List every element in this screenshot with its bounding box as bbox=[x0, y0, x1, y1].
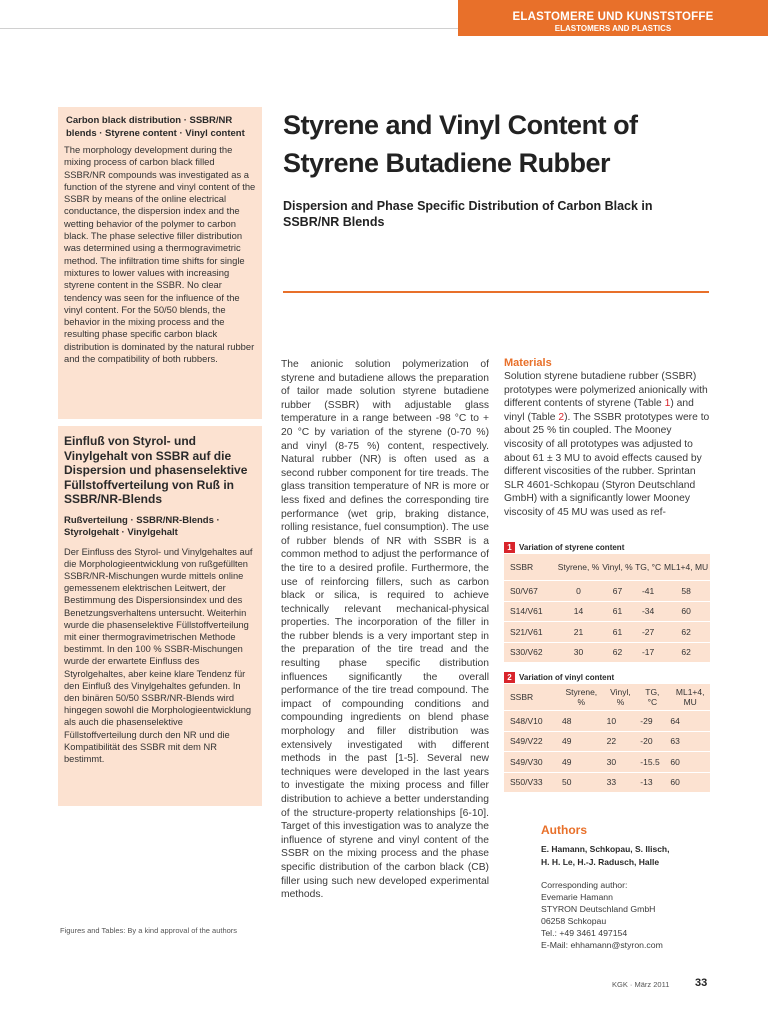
corr-tel: Tel.: +49 3461 497154 bbox=[541, 928, 628, 938]
materials-heading: Materials bbox=[504, 357, 552, 369]
table-cell: -20 bbox=[634, 731, 664, 752]
table-cell: 0 bbox=[556, 581, 601, 602]
table-cell: 50 bbox=[556, 772, 601, 793]
table-cell: S21/V61 bbox=[504, 622, 556, 643]
table-cell: 62 bbox=[662, 642, 710, 663]
corr-name: Evemarie Hamann bbox=[541, 892, 613, 902]
table-row bbox=[504, 772, 710, 793]
table-cell: 14 bbox=[556, 601, 601, 622]
materials-text-a: Solution styrene butadiene rubber (SSBR) prototypes were polymerized anionically with different contents of styrene (Table bbox=[504, 371, 708, 410]
table-row bbox=[504, 622, 710, 643]
table-cell: 60 bbox=[664, 752, 710, 773]
table-1-caption bbox=[504, 541, 710, 554]
table-1-grid bbox=[504, 554, 710, 663]
table-cell: 61 bbox=[601, 622, 634, 643]
table-ref-1[interactable]: 1 bbox=[664, 398, 671, 410]
abstract-german bbox=[58, 426, 262, 806]
table-cell: 21 bbox=[556, 622, 601, 643]
table-row bbox=[504, 581, 710, 602]
page-number: 33 bbox=[695, 977, 708, 989]
table-row bbox=[504, 642, 710, 663]
table-header-cell: ML1+4, MU bbox=[662, 554, 710, 581]
body-column-1 bbox=[281, 358, 489, 902]
table-1 bbox=[504, 541, 710, 663]
table-2-caption bbox=[504, 671, 710, 684]
table-1-number: 1 bbox=[504, 542, 515, 553]
abstract-english bbox=[58, 107, 262, 419]
table-cell: S30/V62 bbox=[504, 642, 556, 663]
title-rule bbox=[283, 291, 709, 293]
author-names-line-1: E. Hamann, Schkopau, S. Ilisch, bbox=[541, 844, 670, 854]
table-cell: 30 bbox=[556, 642, 601, 663]
section-title-de: ELASTOMERE UND KUNSTSTOFFE bbox=[512, 11, 714, 23]
table-cell: 60 bbox=[662, 601, 710, 622]
table-1-caption-text: Variation of styrene content bbox=[519, 543, 625, 552]
table-cell: -34 bbox=[634, 601, 662, 622]
table-row bbox=[504, 711, 710, 732]
body-column-2 bbox=[504, 356, 710, 520]
table-2-grid bbox=[504, 684, 710, 793]
table-cell: 49 bbox=[556, 752, 601, 773]
table-cell: 49 bbox=[556, 731, 601, 752]
table-cell: 61 bbox=[601, 601, 634, 622]
table-cell: -27 bbox=[634, 622, 662, 643]
table-cell: 10 bbox=[601, 711, 635, 732]
table-cell: 48 bbox=[556, 711, 601, 732]
table-cell: 62 bbox=[662, 622, 710, 643]
authors-box bbox=[541, 822, 716, 951]
body-paragraph: The anionic solution polymerization of styrene and butadiene allows the preparation of tailor made solution styrene butadiene rubber (SSBR) with adjustable glass temperature in a range between -98 °C to + 20 °C by variation of the styrene (0-70 %) and vinyl (8-75 %) content, respectively. Natural rubber (NR) is often used as a second rubber component for tire treads. The glass transition temperature of NR is more or less fixed and defines the corresponding tire performance (wet grip, braking distance, rolling resistance, fuel consumption). The use of rubber blends of NR with SSBR is a common method to adjust the performance of the tire to a desired profile. Furthermore, the use of reinforcing fillers, such as carbon black or silica, is required to achieve technically relevant mechanical-physical properties. The incorporation of the filler in the rubber blends is a very important step in the preparation of the tire tread and the resulting phase specific distribution influences significantly the overall performance of the tire tread compound. The impact of compounding conditions and compounding ingredients on blend phase morphology and filler distribution was extensively investigated with different methods in the past [1-5]. Several new techniques were developed in the last years to investigate the mixing process and filler distribution to achieve a better understanding of the structure-property relationships [6-10]. Target of this investigation was to analyze the influence of styrene and vinyl content of the SSBR on the mixing process and the phase specific distribution of the carbon black (CB) filler using such new developed experimental methods. bbox=[281, 359, 489, 901]
table-cell: 62 bbox=[601, 642, 634, 663]
table-cell: S50/V33 bbox=[504, 772, 556, 793]
abstract-de-keywords: Rußverteilung · SSBR/NR-Blends · Styrolgehalt · Vinylgehalt bbox=[64, 514, 220, 538]
table-cell: 64 bbox=[664, 711, 710, 732]
table-header-cell: TG, °C bbox=[634, 554, 662, 581]
table-header-row bbox=[504, 554, 710, 581]
table-header-cell: Vinyl, % bbox=[601, 684, 635, 711]
table-header-row bbox=[504, 684, 710, 711]
table-cell: S49/V30 bbox=[504, 752, 556, 773]
table-ref-2[interactable]: 2 bbox=[558, 411, 565, 423]
table-cell: 22 bbox=[601, 731, 635, 752]
section-header bbox=[458, 0, 768, 36]
table-2-caption-text: Variation of vinyl content bbox=[519, 673, 615, 682]
table-row bbox=[504, 752, 710, 773]
table-header-cell: TG, °C bbox=[634, 684, 664, 711]
table-2 bbox=[504, 671, 710, 793]
corr-city: 06258 Schkopau bbox=[541, 916, 607, 926]
corr-org: STYRON Deutschland GmbH bbox=[541, 904, 656, 914]
author-names bbox=[541, 843, 716, 868]
table-cell: -15.5 bbox=[634, 752, 664, 773]
table-header-cell: Styrene, % bbox=[556, 684, 601, 711]
table-row bbox=[504, 601, 710, 622]
table-2-number: 2 bbox=[504, 672, 515, 683]
table-cell: -17 bbox=[634, 642, 662, 663]
table-header-cell: SSBR bbox=[504, 554, 556, 581]
table-cell: S0/V67 bbox=[504, 581, 556, 602]
table-cell: S49/V22 bbox=[504, 731, 556, 752]
table-header-cell: ML1+4, MU bbox=[664, 684, 710, 711]
article-subtitle: Dispersion and Phase Specific Distribution of Carbon Black in SSBR/NR Blends bbox=[283, 199, 653, 229]
table-cell: -13 bbox=[634, 772, 664, 793]
authors-heading: Authors bbox=[541, 823, 587, 837]
table-cell: S48/V10 bbox=[504, 711, 556, 732]
header-rule bbox=[0, 28, 458, 29]
table-cell: 60 bbox=[664, 772, 710, 793]
table-cell: S14/V61 bbox=[504, 601, 556, 622]
corr-label: Corresponding author: bbox=[541, 880, 628, 890]
figures-note: Figures and Tables: By a kind approval of the authors bbox=[60, 926, 238, 935]
table-header-cell: Styrene, % bbox=[556, 554, 601, 581]
author-names-line-2: H. H. Le, H.-J. Radusch, Halle bbox=[541, 856, 660, 867]
materials-text-c: ). The SSBR prototypes were to about 25 % tin coupled. The Mooney viscosity of all prototypes was adjusted to about 61 ± 3 MU to avoid effects caused by different viscosities of the rubber. Sprintan SLR 4601-Schkopau (Styron Deutschland GmbH) with a significantly lower Mooney viscosity of 45 MU was used as ref- bbox=[504, 411, 710, 518]
abstract-de-title: Einfluß von Styrol- und Vinylgehalt von SSBR auf die Dispersion und phasenselektive Füllstoffverteilung von Ruß in SSBR/NR-Blends bbox=[64, 434, 248, 506]
table-cell: 30 bbox=[601, 752, 635, 773]
table-cell: 63 bbox=[664, 731, 710, 752]
table-cell: 33 bbox=[601, 772, 635, 793]
article-title: Styrene and Vinyl Content of Styrene Butadiene Rubber bbox=[283, 110, 638, 178]
corr-email[interactable]: E-Mail: ehhamann@styron.com bbox=[541, 940, 663, 950]
table-row bbox=[504, 731, 710, 752]
abstract-en-text: The morphology development during the mixing process of carbon black filled SSBR/NR compounds was investigated as a function of the styrene and vinyl content of the SSBR by means of the online electrical conductance, the dispersion index and the wetting behavior of the polymer to carbon black. The phase selective filler distribution was determined using a thermogravimetric method. The infiltration time shifts for single mixtures to lower values with increasing styrene content in the SSBR. No clear tendency was seen for the influence of the vinyl content. For the 50/50 blends, the behavior in the mixing process and the resulting phase specific carbon black distribution is dominated by the natural rubber and the compatibility of both rubbers. bbox=[64, 144, 256, 365]
table-cell: 67 bbox=[601, 581, 634, 602]
abstract-de-text: Der Einfluss des Styrol- und Vinylgehaltes auf die Morphologieentwicklung von rußgefüllten SSBR/NR-Mischungen wurde mittels online gemessenem elektrischen Leitwert, der Bestimmung des Dispersionsindex und des Benetzungsverhaltens untersucht. Weiterhin wurde die phasenselektive Füllstoffverteilung mit einer thermogravimetrischen Methode bestimmt. In den 100 % SSBR-Mischungen wurde der erwartete Einfluss des Styrolgehaltes, aber keine klare Tendenz für den Einfluß des Vinylgehaltes gefunden. In den binären 50/50 SSBR/NR-Blends wird hingegen sowohl die Morphologieentwicklung als auch die phasenselektive Füllstoffverteilung durch den NR und die Kompatibilität des SSBR mit dem NR bestimmt. bbox=[64, 546, 253, 764]
materials-text-b: ) and vinyl (Table bbox=[504, 398, 694, 423]
table-header-cell: SSBR bbox=[504, 684, 556, 711]
table-cell: -29 bbox=[634, 711, 664, 732]
materials-text bbox=[504, 370, 710, 520]
corresponding-author bbox=[541, 879, 716, 951]
section-title-en: ELASTOMERS AND PLASTICS bbox=[554, 24, 672, 33]
table-cell: -41 bbox=[634, 581, 662, 602]
table-header-cell: Vinyl, % bbox=[601, 554, 634, 581]
journal-footer: KGK · März 2011 bbox=[612, 980, 670, 989]
table-cell: 58 bbox=[662, 581, 710, 602]
abstract-en-keywords: Carbon black distribution · SSBR/NR blends · Styrene content · Vinyl content bbox=[66, 115, 245, 139]
